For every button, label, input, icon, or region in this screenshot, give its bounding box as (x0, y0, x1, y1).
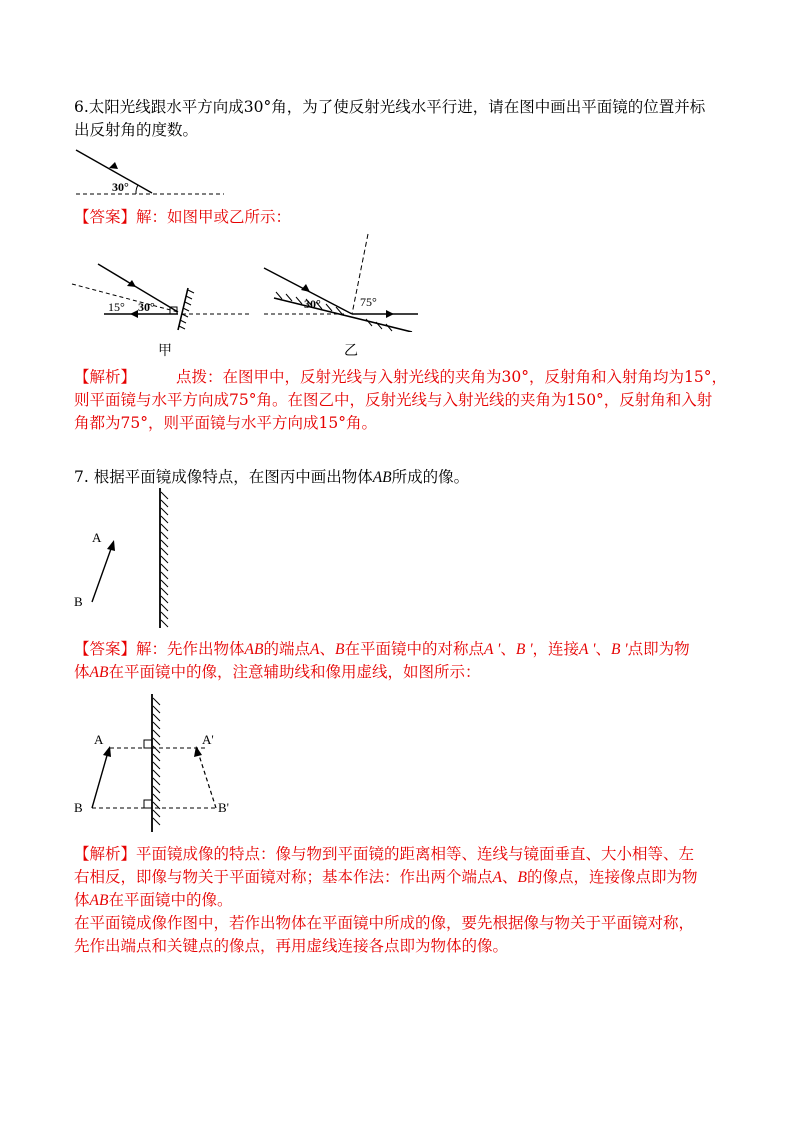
q7-answer-line1 (74, 638, 734, 661)
q6-problem-figure (74, 148, 234, 200)
q6-jia-angle-30: 30° (138, 300, 155, 314)
q6-figure-angle-label: 30° (112, 180, 129, 194)
q7-analysis-line3 (74, 889, 734, 912)
q7-answer-seg: 体 (74, 663, 90, 681)
q7-answer-b-prime: B ' (515, 641, 533, 658)
q6-analysis-tag: 【解析】 (74, 368, 137, 386)
q7-answer-ab: AB (89, 664, 109, 681)
q6-figure-jia (70, 262, 260, 334)
q6-jia-angle-15: 15° (108, 300, 125, 314)
q7-answer-seg: 在平面镜中的像，注意辅助线和像用虚线，如图所示： (108, 663, 481, 681)
q7-answer-label-b: B (74, 800, 83, 815)
q7-analysis-ab: AB (89, 892, 109, 909)
q7-answer-seg: 的端点 (263, 640, 310, 658)
q6-jia-caption: 甲 (158, 343, 172, 359)
q7-question-ab: AB (372, 469, 392, 486)
q7-analysis-seg: 体 (74, 891, 90, 909)
q7-analysis-seg: 右相反，即像与物关于平面镜对称；基本作法：作出两个端点 (74, 868, 493, 886)
q7-answer-label-b-prime: B' (218, 800, 230, 815)
q7-analysis-tag: 【解析】 (74, 845, 137, 863)
q7-answer-a-prime: A ' (483, 641, 501, 658)
q7-analysis-text1: 平面镜成像的特点：像与物到平面镜的距离相等、连线与镜面垂直、大小相等、左 (136, 845, 695, 863)
q7-question-post: 所成的像。 (391, 468, 470, 486)
q6-analysis-line1 (74, 366, 734, 389)
q6-answer (74, 206, 734, 229)
q7-analysis-seg: 的像点，连接像点即为物 (526, 868, 698, 886)
q7-answer-sep: 、 (595, 640, 611, 658)
q7-analysis-line5: 先作出端点和关键点的像点，再用虚线连接各点即为物体的像。 (74, 937, 509, 955)
q7-answer-label-a: A (94, 732, 104, 747)
q6-question-line1: 6.太阳光线跟水平方向成30°角，为了使反射光线水平行进，请在图中画出平面镜的位置并标 (74, 98, 706, 116)
q7-analysis-seg: 在平面镜中的像。 (108, 891, 233, 909)
q7-analysis-sep: 、 (501, 868, 518, 886)
q7-analysis-line4: 在平面镜成像作图中，若作出物体在平面镜中所成的像，要先根据像与物关于平面镜对称， (74, 914, 695, 932)
q6-analysis-text1: 点拨：在图甲中，反射光线与入射光线的夹角为30°，反射角和入射角均为15°， (176, 368, 727, 386)
q6-yi-angle-75: 75° (360, 295, 377, 309)
q7-answer-b-prime: B ' (610, 641, 628, 658)
q7-analysis-b: B (517, 869, 527, 886)
q7-answer-b: B (334, 641, 345, 658)
q7-answer-label-a-prime: A' (202, 732, 214, 747)
q7-label-b: B (74, 594, 83, 609)
q7-label-a: A (92, 530, 102, 545)
q7-problem-figure (72, 486, 192, 632)
q6-answer-tag: 【答案】 (74, 208, 137, 226)
q6-yi-caption: 乙 (344, 343, 358, 359)
q7-analysis-a: A (492, 869, 502, 886)
q6-yi-angle-30: 30° (304, 297, 321, 311)
q7-answer-a-prime: A ' (579, 641, 596, 658)
q6-figure-yi (262, 232, 422, 332)
q7-analysis-line2 (74, 866, 734, 889)
q7-answer-seg: 在平面镜中的对称点 (344, 640, 484, 658)
q7-answer-seg: 解：先作出物体 (136, 640, 245, 658)
q7-answer-seg: 点即为物 (627, 640, 690, 658)
q6-analysis-line2: 则平面镜与水平方向成75°角。在图乙中，反射光线与入射光线的夹角为150°，反射角和入射 (74, 391, 713, 409)
q7-answer-tag: 【答案】 (74, 640, 137, 658)
q7-answer-ab: AB (244, 641, 264, 658)
q7-answer-line2 (74, 661, 734, 684)
q7-answer-figure (72, 692, 252, 836)
q7-question-pre: 7. 根据平面镜成像特点，在图丙中画出物体 (74, 468, 373, 486)
q6-question-line2: 出反射角的度数。 (74, 121, 199, 139)
q6-answer-text: 解：如图甲或乙所示： (136, 208, 292, 226)
q7-answer-a: A (309, 641, 320, 658)
q7-answer-sep: 、 (500, 640, 516, 658)
q7-answer-sep: 、 (319, 640, 335, 658)
q6-analysis-line3: 角都为75°，则平面镜与水平方向成15°角。 (74, 414, 377, 432)
q7-analysis-line1 (74, 843, 734, 866)
q7-answer-seg: ，连接 (532, 640, 580, 658)
